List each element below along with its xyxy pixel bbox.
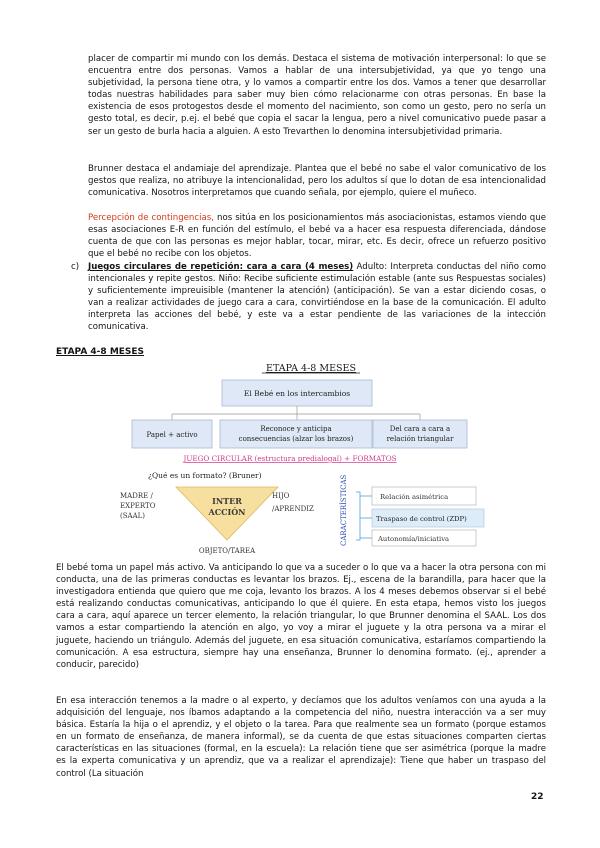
paragraph-intersubjectivity bbox=[88, 53, 546, 138]
section-heading: ETAPA 4-8 MESES bbox=[56, 347, 145, 357]
left-label-line1: MADRE / bbox=[120, 492, 153, 500]
paragraph-interaccion bbox=[56, 695, 546, 780]
list-item-c-marker: c) bbox=[71, 262, 80, 272]
diagram-root-label: El Bebé en los intercambios bbox=[243, 389, 351, 398]
paragraph-contingencies bbox=[88, 212, 546, 260]
list-item-title: Juegos circulares de repetición: cara a cara (4 meses) bbox=[88, 262, 354, 272]
page-number: 22 bbox=[531, 792, 544, 802]
list-item-text: Adulto: Interpreta conductas del niño como intencionales y repite gestos. Niño: Recibe suficiente estimulación estable (ante sus Respuestas sociales) y suficientemente impreuisible (mantener la atención) (anticipación). Se van a estar diciendo cosas, o van a realizar actividades de juego cara a cara, convirtiéndose en la base de la comunicación. El adulto interpreta las acciones del bebé, y este va a estar pendiente de las variaciones de la intección comunicativa. bbox=[88, 262, 546, 333]
branch-label-triangular-line2: relación triangular bbox=[386, 435, 454, 443]
branch-label-papel-activo: Papel + activo bbox=[146, 431, 198, 439]
right-label-line2: /APRENDIZ bbox=[272, 505, 314, 513]
paragraph-papel-activo bbox=[56, 562, 546, 671]
paragraph-text: nos sitúa en los posicionamientos más asociacionistas, estamos viendo que esas asociaciones E-R en función del estímulo, el bebé va a hacer esa respuesta diferenciada, dándose cuenta de que con las personas es mejor hablar, tocar, mirar, etc. Es decir, ofrece un refuerzo positivo que el bebé no recibe con los objetos. bbox=[88, 213, 546, 260]
branch-label-anticipa-line2: consecuencias (alzar los brazos) bbox=[238, 435, 354, 443]
diagram-title: ETAPA 4-8 MESES bbox=[266, 363, 356, 374]
branch-label-triangular-line1: Del cara a cara a bbox=[389, 425, 451, 433]
characteristic-label-asimetrica: Relación asimétrica bbox=[380, 493, 449, 501]
paragraph-text: El bebé toma un papel más activo. Va anticipando lo que va a suceder o lo que va a hacer la otra persona con mi conducta, una de las primeras conductas es levantar los brazos. Ej., escena de la barandilla, para hacer que la investigadora entienda que quiero que me coja, levanto los brazos. A los 4 meses debemos observar si el bebé está realizando conductas comunicativas, anticipando lo que él quiere. En esta etapa, hemos visto los juegos cara a cara, aquí aparece un tercer elemento, la relación triangular, lo que Brunner denomina el SAAL. Los dos vamos a estar compartiendo la atención en algo, yo voy a mirar el juguete y la otra persona va a mirar el juguete, haciendo un triángulo. Además del juguete, en esa situación comunicativa, estaríamos compartiendo la comunicación. A esa estructura, siempre hay una enseñanza, Brunner lo denomina formato. (ej., aprender a conducir, parecido) bbox=[56, 563, 546, 670]
concept-diagram bbox=[110, 360, 510, 556]
bottom-label: OBJETO/TAREA bbox=[198, 547, 256, 555]
list-item-c bbox=[88, 261, 546, 334]
branch-label-anticipa-line1: Reconoce y anticipa bbox=[260, 425, 332, 433]
characteristic-label-traspaso: Traspaso de control (ZDP) bbox=[376, 515, 467, 523]
left-label-line3: (SAAL) bbox=[120, 512, 146, 520]
formato-question: ¿Qué es un formato? (Bruner) bbox=[148, 471, 262, 480]
left-label-line2: EXPERTO bbox=[120, 502, 156, 510]
paragraph-brunner-scaffolding bbox=[88, 163, 546, 199]
right-label-line1: HIJO bbox=[272, 492, 290, 500]
highlighted-term: Percepción de contingencias, bbox=[88, 213, 214, 223]
triangle-label-line2: ACCIÓN bbox=[208, 507, 246, 517]
characteristic-label-autonomia: Autonomía/iniciativa bbox=[378, 535, 450, 543]
juego-circular-label: JUEGO CIRCULAR (estructura predialogal) + FORMATOS bbox=[183, 454, 397, 463]
paragraph-text: En esa interacción tenemos a la madre o al experto, y decíamos que los adultos veníamos con una ayuda a la adquisición del lenguaje, nos íbamos adaptando a la competencia del niño, nuestra interacción va a ser muy básica. Estaría la hija o el aprendiz, y el objeto o la tarea. Para que realmente sea un formato (porque estamos en un formato de enseñanza, de manera informal), se da cuenta de que estas situaciones comparten ciertas características en las situaciones (formal, en la escuela): La relación tiene que ser asimétrica (porque la madre es la experta comunicativa y un aprendiz, que va a realizar el aprendizaje): Tiene que haber un traspaso del control (La situación bbox=[56, 696, 546, 779]
paragraph-text: Brunner destaca el andamiaje del aprendizaje. Plantea que el bebé no sabe el valor comunicativo de los gestos que realiza, no atribuye la intencionalidad, pero los adultos sí que lo dotan de esa intencionalidad comunicativa. Nosotros interpretamos que cuando señala, por ejemplo, quiere el muñeco. bbox=[88, 164, 546, 199]
characteristics-vertical-label: CARACTERÍSTICAS bbox=[340, 474, 348, 546]
paragraph-text: placer de compartir mi mundo con los demás. Destaca el sistema de motivación interpersonal: lo que se encuentra entre dos personas. Vamos a hablar de una intersubjetividad, ya que yo tengo una subjetividad, la persona tiene otra, y lo vamos a compartir entre los dos. Vamos a tener que desarrollar todas nuestras habilidades para saber muy bien cómo relacionarme con otras personas. En base la existencia de esos protogestos desde el momento del nacimiento, son como un gesto, pero no sería un gesto total, es decir, p.ej. el bebé que copia el sacar la lengua, pero a nivel comunicativo puede pasar a ser un gesto de burla hacia a alguien. A esto Trevarthen lo denomina intersubjetividad primaria. bbox=[88, 54, 546, 137]
triangle-label-line1: INTER bbox=[212, 496, 242, 506]
